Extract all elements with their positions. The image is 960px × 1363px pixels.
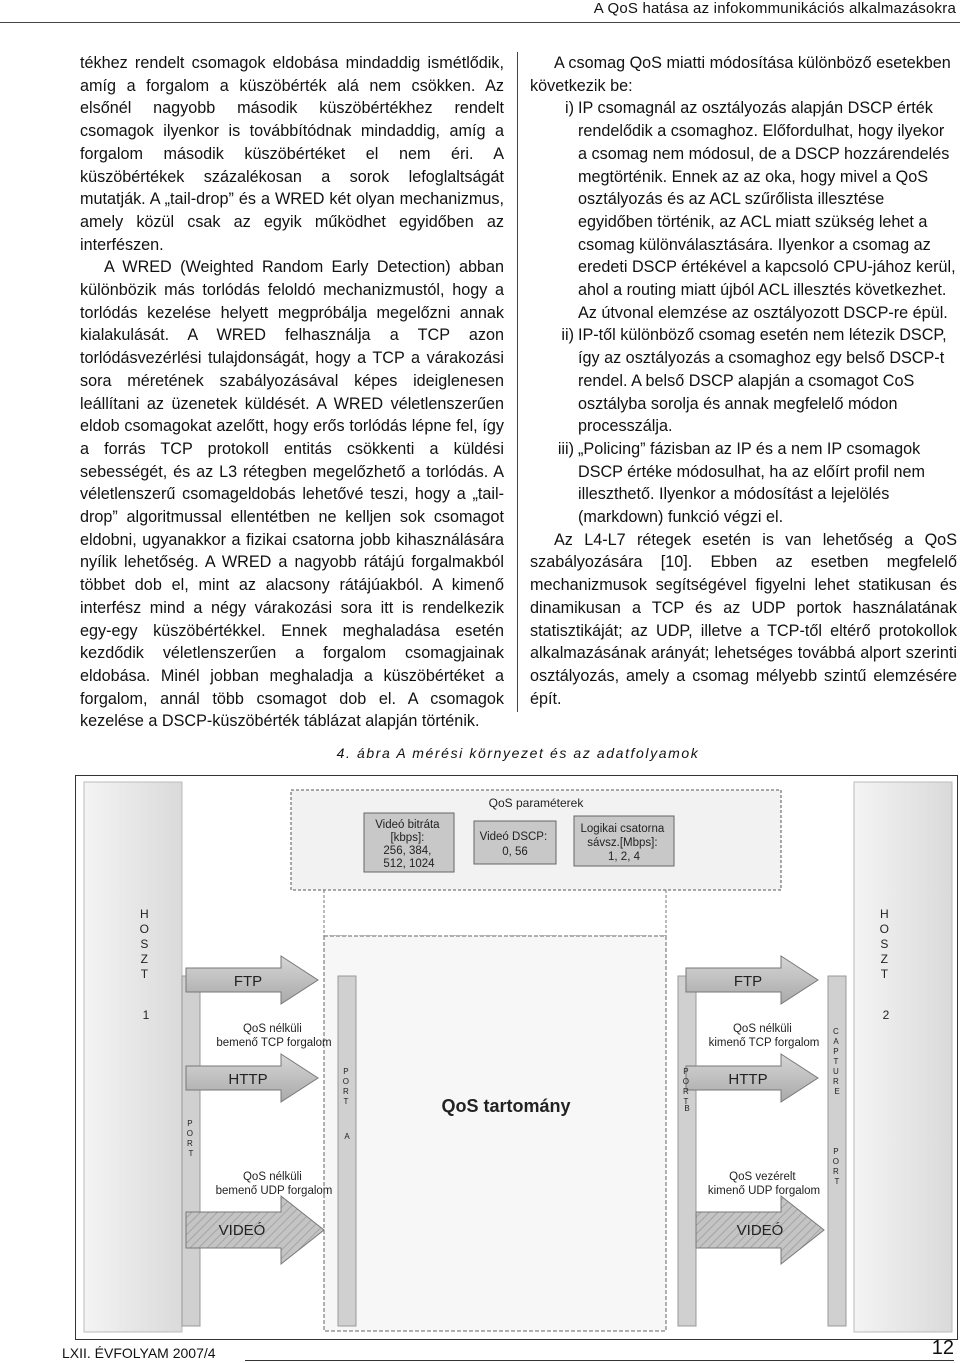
ftp-out-label: FTP xyxy=(733,973,763,990)
figure-caption: 4. ábra A mérési környezet és az adatfolyamok xyxy=(336,745,700,761)
paragraph: A WRED (Weighted Random Early Detection) abban különbözik más torlódás feloldó mechanizmustól, hogy a torlódás kezelése helyett megpróbálja megelőzni annak kialakulását. A WRED felhasználja a TCP azon torlódásvezérlési tulajdonságát, hogy a TCP a várakozási sora méretének szabályozásával képes ideiglenesen leállítani az üzenetek küldését. A WRED véletlenszerűen eldob csomagokat azelőtt, hogy erős torlódás lépne fel, így a forrás TCP protokoll entitás csökkenti a küldési sebességét, és az L3 rétegben megelőzhető a torlódás. A véletlenszerű csomageldobás lehetővé teszi, hogy a „tail-drop” algoritmussal ellentétben ne kelljen sok csomagot eldobni, ugyanakkor a fizikai csatorna jobb kihasználására nyílik lehetőség. A WRED a nagyobb rátájú forgalmakból többet dob el, mint az alacsony rátájúakból. A kimenő interfész mind a négy várakozási sora itt is rendelkezik egy-egy küszöbértékkel. Ennek meghaladása esetén kezdődik véletlenszerűen a forgalom csomagjainak eldobása. Minél jobban meghaladja a küszöbértéket a forgalom, annál több csomagot dob el. A csomagok kezelése a DSCP-küszöbérték táblázat alapján történik. xyxy=(80,258,504,731)
measurement-diagram xyxy=(76,776,957,1339)
qos-params-title: QoS paraméterek xyxy=(488,796,584,810)
video-out-label: VIDEÓ xyxy=(736,1222,784,1239)
list-item xyxy=(530,438,957,529)
list-marker: iii) xyxy=(557,439,574,458)
tcp-out-caption: QoS nélküli kimenő TCP forgalom xyxy=(708,1023,820,1049)
param-box-bitrate-text: Videó bitráta [kbps]: 256, 384, 512, 1024 xyxy=(375,819,440,870)
port-a-label: P O R T A xyxy=(342,1067,350,1141)
page-number: 12 xyxy=(931,1337,954,1359)
port-b-bar xyxy=(678,976,696,1326)
qos-domain-label: QoS tartomány xyxy=(441,1096,571,1116)
host-1 xyxy=(84,782,182,1332)
udp-in-caption: QoS nélküli bemenő UDP forgalom xyxy=(215,1171,333,1197)
page-footer xyxy=(62,1337,954,1363)
list-item xyxy=(530,97,957,324)
port-b-label: P O R T B xyxy=(682,1067,690,1113)
paragraph: Az L4-L7 rétegek esetén is van lehetőség a QoS szabályozására [10]. Ebben az esetben megfelelő mechanizmusok segítségével figyelni lehet statikusan és dinamikusan a TCP és az UDP portok használatának statisztikáját; az UDP, illetve a TCP-től eltérő protokollok alkalmazásának arányát; lehetséges továbbá alport szerinti osztályozás, amely a csomag mélyebb szintű elemzésére épít. xyxy=(530,530,957,708)
list-item-text: IP-től különböző csomag esetén nem létezik DSCP, így az osztályozás a csomaghoz egy belső DSCP-t rendel. A belső DSCP alapján a csomagot CoS osztályba sorolja és annak megfelelő módon processzálja. xyxy=(578,326,947,436)
list-marker: i) xyxy=(565,99,574,118)
running-head: A QoS hatása az infokommunikációs alkalmazásokra xyxy=(593,0,956,17)
param-box-dscp-text: Videó DSCP: 0, 56 xyxy=(479,831,548,858)
left-column xyxy=(80,52,504,733)
host-2 xyxy=(854,782,952,1332)
list-item xyxy=(530,324,957,438)
journal-issue: LXII. ÉVFOLYAM 2007/4 xyxy=(62,1345,216,1361)
figure-4 xyxy=(75,775,958,1340)
list-item-text: „Policing” fázisban az IP és a nem IP csomagok DSCP értéke módosulhat, ha az előírt profil nem illeszthető. Ilyenkor a módosítást a lejelölés (markdown) funkció végzi el. xyxy=(578,439,926,527)
http-out-label: HTTP xyxy=(728,1071,768,1088)
port-2-label: P O R T xyxy=(832,1147,840,1186)
capture-label: C A P T U R E xyxy=(832,1027,840,1096)
video-in-label: VIDEÓ xyxy=(218,1222,266,1239)
ftp-in-label: FTP xyxy=(233,973,263,990)
paragraph: A csomag QoS miatti módosítása különböző esetekben következik be: xyxy=(530,54,951,95)
host-2-label: H O S Z T 2 xyxy=(879,907,890,1022)
http-in-label: HTTP xyxy=(228,1071,268,1088)
list-marker: ii) xyxy=(561,326,574,345)
modification-list xyxy=(530,97,957,528)
port-a-bar xyxy=(338,976,356,1326)
qos-domain xyxy=(324,936,666,1331)
udp-out-caption: QoS vezérelt kimenő UDP forgalom xyxy=(707,1171,821,1197)
port-1-label: P O R T xyxy=(186,1119,194,1158)
column-divider xyxy=(517,52,518,712)
tcp-in-caption: QoS nélküli bemenő TCP forgalom xyxy=(216,1023,332,1049)
list-item-text: IP csomagnál az osztályozás alapján DSCP érték rendelődik a csomaghoz. Előfordulhat, hogy ilyekor a csomag nem módosul, de a DSCP hozzárendelés megtörténik. Ennek az az oka, hogy mivel a QoS osztályozás és az ACL szűrőlista illesztése egyidőben történik, az ACL miatt szükség lehet a csomag különválasztására. Ilyenkor a csomag az eredeti DSCP értékével a kapcsoló CPU-jához kerül, ahol a routing miatt újból ACL illesztés következhet. Az útvonal elemzése az osztályozott DSCP-re épül. xyxy=(578,99,956,322)
header-rule xyxy=(0,22,960,23)
host-1-label: H O S Z T 1 xyxy=(139,907,150,1022)
paragraph: tékhez rendelt csomagok eldobása mindaddig ismétlődik, amíg a forgalom a küszöbérték alá nem csökken. Az elsőnél nagyobb második küszöbértékhez rendelt csomagok ilyenkor is továbbítódnak mindaddig, amíg a forgalom második küszöbértéket el nem éri. A küszöbértékek százalékosan a sorok lefoglaltságát mutatják. A „tail-drop” és a WRED két olyan mechanizmus, amely közül csak az egyik működhet egyidőben az interfészen. xyxy=(80,54,504,254)
param-box-channel-text: Logikai csatorna sávsz.[Mbps]: 1, 2, 4 xyxy=(580,823,665,863)
right-column xyxy=(530,52,957,710)
footer-rule xyxy=(245,1360,954,1361)
